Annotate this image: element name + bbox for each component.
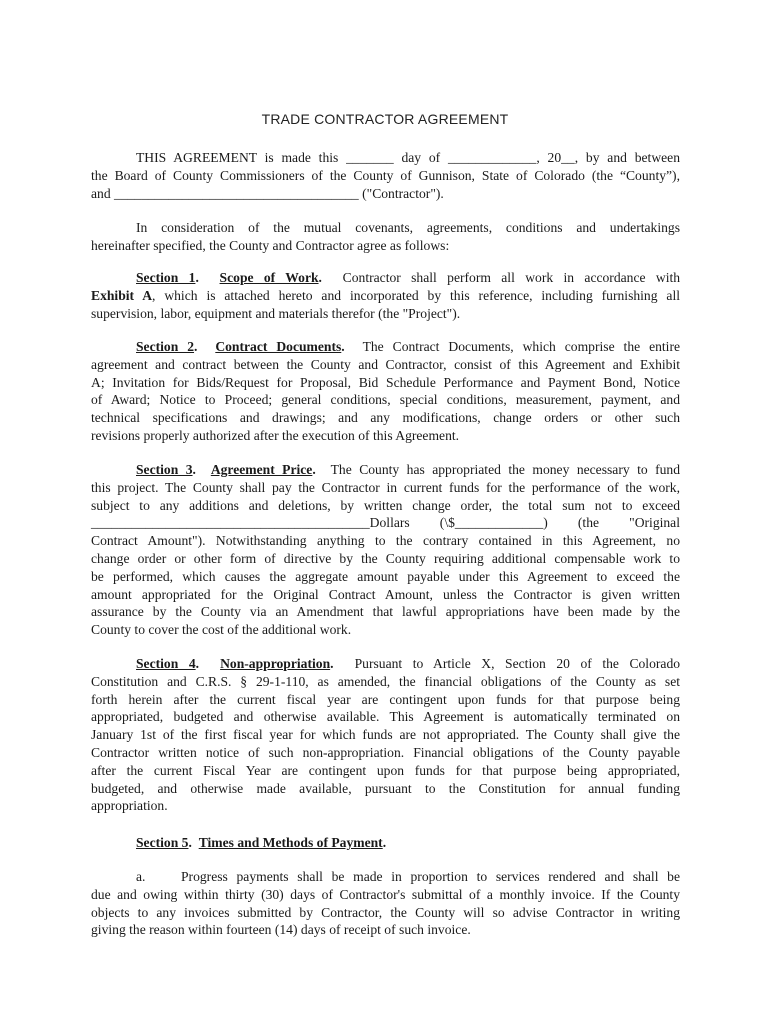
section-4-line: budgeted, and otherwise made available, pursuant to the Constitution for annual funding: [91, 780, 680, 796]
section-3-line: be performed, which causes the aggregate amount payable under this Agreement to exceed the: [91, 568, 680, 584]
exhibit-a-label: Exhibit A: [91, 287, 153, 303]
section-3-line: this project. The County shall pay the Contractor in current funds for the performance of the work,: [91, 479, 680, 495]
section-2-heading: Contract Documents: [215, 339, 342, 354]
section-1: [91, 269, 680, 322]
section-4-line: Constitution and C.R.S. § 29-1-110, as amended, the financial obligations of the County as set: [91, 673, 680, 689]
consideration-line: In consideration of the mutual covenants, agreements, conditions and undertakings: [136, 220, 680, 235]
section-5-item-line: [91, 868, 680, 886]
section-4-line: January 1st of the first fiscal year for which funds are not appropriated. The County shall give the: [91, 727, 680, 743]
section-1-text: , which is attached hereto and incorporated by this reference, including furnishing all: [152, 287, 681, 303]
section-3-line: County to cover the cost of the additional work.: [91, 622, 352, 638]
section-5-heading: Times and Methods of Payment: [198, 835, 383, 850]
item-a-text: Progress payments shall be made in proportion to services rendered and shall be: [181, 869, 680, 884]
section-4-heading: Non-appropriation: [220, 656, 331, 671]
section-2: [91, 338, 680, 445]
section-2-line: of Award; Notice to Proceed; general conditions, special conditions, measurement, payment, and: [91, 392, 680, 408]
section-1-line: supervision, labor, equipment and materials therefor (the "Project").: [91, 305, 461, 321]
section-1-line: [91, 287, 680, 305]
section-4-line: appropriation.: [91, 798, 168, 814]
section-1-heading: Scope of Work: [219, 270, 319, 285]
intro-line: the Board of County Commissioners of the County of Gunnison, State of Colorado (the “County”),: [91, 167, 680, 183]
section-2-text: The Contract Documents, which comprise the entire: [362, 339, 681, 354]
section-4-line: after the current Fiscal Year are contingent upon funds for that purpose being appropriated,: [91, 762, 680, 778]
section-5-item-line: due and owing within thirty (30) days of Contractor's submittal of a monthly invoice. If the County: [91, 886, 680, 902]
section-3-line: subject to any additions and deletions, by written change order, the total sum not to exceed: [91, 497, 680, 513]
consideration-line: hereinafter specified, the County and Contractor agree as follows:: [91, 237, 450, 253]
document-title: TRADE CONTRACTOR AGREEMENT: [261, 111, 509, 127]
section-1-number: Section 1: [136, 270, 196, 285]
consideration-paragraph: [91, 219, 680, 255]
intro-line: and ____________________________________ ("Contractor").: [91, 185, 444, 201]
section-3-line: assurance by the County via an Amendment that lawful appropriations have been made by the: [91, 604, 680, 620]
section-2-line: A; Invitation for Bids/Request for Proposal, Bid Schedule Performance and Payment Bond, Notice: [91, 374, 680, 390]
section-3-line: _________________________________________Dollars (\$_____________) (the "Original: [91, 515, 680, 531]
section-4: [91, 655, 680, 815]
section-3-text: The County has appropriated the money necessary to fund: [330, 462, 681, 477]
section-2-line: revisions properly authorized after the execution of this Agreement.: [91, 427, 460, 443]
section-2-number: Section 2: [136, 339, 195, 354]
section-5-item-line: objects to any invoices submitted by Contractor, the County will so advise Contractor in writing: [91, 904, 680, 920]
section-4-line: appropriated, budgeted and otherwise available. This Agreement is automatically terminated on: [91, 709, 680, 725]
section-4-text: Pursuant to Article X, Section 20 of the Colorado: [354, 656, 681, 671]
intro-paragraph: [91, 149, 680, 202]
section-3-heading: Agreement Price: [210, 462, 313, 477]
section-3: [91, 461, 680, 639]
section-4-line: Section 4. Non-appropriation. Pursuant to Article X, Section 20 of the Colorado: [136, 656, 681, 671]
section-3-line: change order or other form of directive by the County requiring additional compensable work to: [91, 550, 680, 566]
section-1-text: Contractor shall perform all work in accordance with: [342, 270, 681, 285]
section-5-number: Section 5: [136, 835, 189, 850]
section-1-line: Section 1. Scope of Work. Contractor shall perform all work in accordance with: [136, 270, 681, 285]
section-5: [91, 834, 680, 852]
section-5-heading-line: Section 5. Times and Methods of Payment.: [136, 835, 387, 850]
item-a-label: a.: [136, 869, 146, 884]
section-4-line: Contractor written notice of such non-appropriation. Financial obligations of the County payable: [91, 744, 680, 760]
intro-line: THIS AGREEMENT is made this _______ day of _____________, 20__, by and between: [136, 150, 680, 165]
section-2-line: agreement and contract between the County and Contractor, consist of this Agreement and Exhibit: [91, 356, 680, 372]
section-2-line: Section 2. Contract Documents. The Contract Documents, which comprise the entire: [136, 339, 681, 354]
section-5-item-line: giving the reason within fourteen (14) days of receipt of such invoice.: [91, 922, 471, 938]
section-3-line: amount appropriated for the Original Contract Amount, unless the Contractor is given written: [91, 586, 680, 602]
section-3-line: Section 3. Agreement Price. The County has appropriated the money necessary to fund: [136, 462, 681, 477]
section-2-line: technical specifications and drawings; and any modifications, change orders or other such: [91, 410, 680, 426]
section-4-number: Section 4: [136, 656, 196, 671]
section-3-number: Section 3: [136, 462, 193, 477]
section-5-item-a: [91, 868, 680, 939]
section-4-line: forth herein after the current fiscal year are contingent upon funds for that purpose being: [91, 691, 680, 707]
section-3-line: Contract Amount"). Notwithstanding anything to the contrary contained in this Agreement, no: [91, 533, 680, 549]
